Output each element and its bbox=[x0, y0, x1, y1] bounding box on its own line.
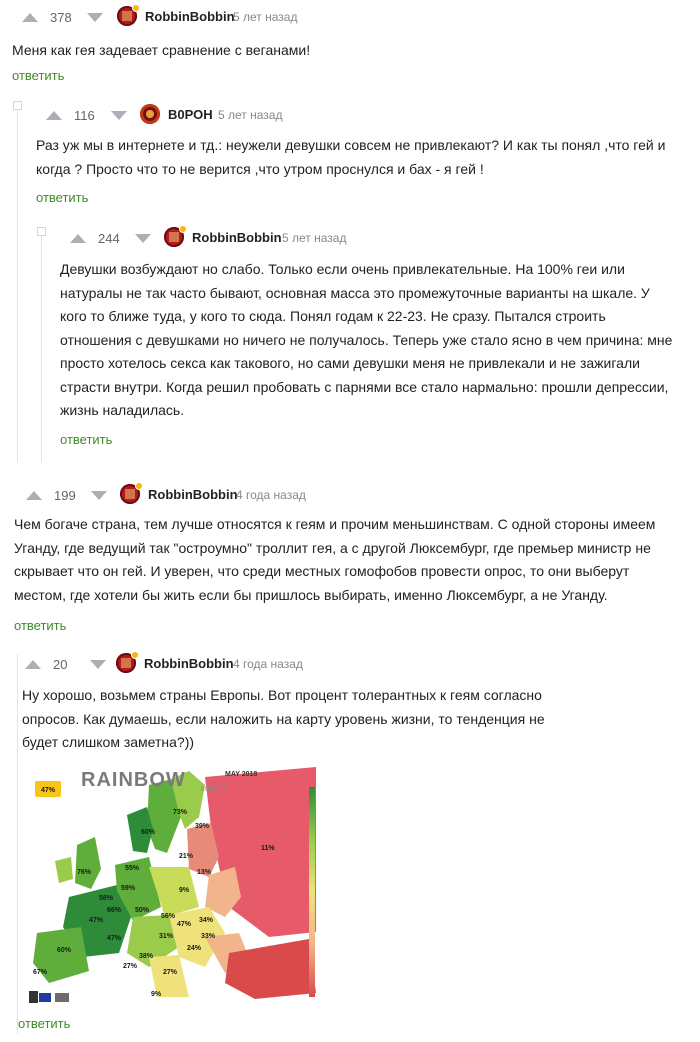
rating-count: 116 bbox=[74, 107, 95, 123]
downvote-button[interactable] bbox=[80, 4, 110, 30]
arrow-down-icon bbox=[111, 111, 127, 120]
map-percent-label: 21% bbox=[179, 853, 194, 860]
upvote-button[interactable] bbox=[13, 651, 53, 677]
comment bbox=[0, 225, 700, 447]
reply-link[interactable]: ответить bbox=[14, 618, 67, 633]
map-percent-label: 39% bbox=[195, 823, 210, 830]
map-percent-label: 11% bbox=[261, 845, 275, 852]
avatar[interactable] bbox=[116, 653, 136, 673]
comment-header bbox=[0, 651, 700, 681]
comment-header bbox=[0, 482, 700, 512]
reply-link[interactable]: ответить bbox=[12, 68, 65, 83]
comment-text: Чем богаче страна, тем лучше относятся к геям и прочим меньшинствам. С одной стороны имеем Уганду, где ведущий так "остроумно" троллит гея, а с другой Люксембург, где премьер министр не скрывает что он гей. И уверен, что среди местных гомофобов провести опрос, то они выберут местом, где хотели бы жить если бы пришлось выбирать, именно Люксембург, а не Уганду. bbox=[14, 516, 656, 603]
map-percent-label: 58% bbox=[99, 895, 114, 902]
rating-count: 199 bbox=[54, 487, 76, 503]
upvote-button[interactable] bbox=[10, 4, 50, 30]
thread-line[interactable] bbox=[41, 232, 42, 462]
map-percent-label: 27% bbox=[163, 969, 178, 976]
map-brand-title: RAINBOW bbox=[81, 769, 186, 791]
upvote-button[interactable] bbox=[34, 102, 74, 128]
vote-block bbox=[13, 651, 113, 677]
map-percent-label: 67% bbox=[33, 969, 48, 976]
comment bbox=[0, 4, 700, 83]
map-percent-label: 47% bbox=[89, 917, 104, 924]
arrow-up-icon bbox=[46, 111, 62, 120]
arrow-up-icon bbox=[25, 660, 41, 669]
arrow-down-icon bbox=[135, 234, 151, 243]
map-percent-label: 31% bbox=[159, 933, 174, 940]
upvote-button[interactable] bbox=[14, 482, 54, 508]
comment-header bbox=[0, 102, 700, 132]
map-date: MAY 2018 bbox=[225, 771, 258, 778]
map-percent-label: 60% bbox=[57, 947, 72, 954]
map-percent-label: 66% bbox=[107, 907, 122, 914]
map-percent-label: 27% bbox=[123, 963, 138, 970]
author-name[interactable]: RobbinBobbin bbox=[145, 9, 235, 24]
author-name[interactable]: В0РОН bbox=[168, 107, 213, 122]
map-percent-label: 24% bbox=[187, 945, 202, 952]
timestamp[interactable]: 4 года назад bbox=[233, 657, 303, 671]
arrow-down-icon bbox=[87, 13, 103, 22]
arrow-up-icon bbox=[70, 234, 86, 243]
downvote-button[interactable] bbox=[83, 651, 113, 677]
author-name[interactable]: RobbinBobbin bbox=[148, 487, 238, 502]
vote-block bbox=[58, 225, 158, 251]
map-percent-label: 47% bbox=[41, 787, 56, 794]
map-percent-label: 38% bbox=[139, 953, 154, 960]
author-name[interactable]: RobbinBobbin bbox=[192, 230, 282, 245]
map-legend-bar bbox=[309, 787, 315, 997]
timestamp[interactable]: 5 лет назад bbox=[218, 108, 283, 122]
map-percent-label: 56% bbox=[161, 913, 176, 920]
map-percent-label: 50% bbox=[135, 907, 150, 914]
comment-header bbox=[0, 4, 700, 34]
map-percent-label: 60% bbox=[141, 829, 156, 836]
reply-link[interactable]: ответить bbox=[36, 190, 89, 205]
thread-line[interactable] bbox=[17, 106, 18, 462]
qr-code-icon bbox=[29, 991, 38, 1003]
downvote-button[interactable] bbox=[104, 102, 134, 128]
timestamp[interactable]: 5 лет назад bbox=[233, 10, 298, 24]
comment-text: Меня как гея задевает сравнение с веганами! bbox=[12, 42, 311, 58]
map-percent-label: 55% bbox=[125, 865, 140, 872]
map-percent-label: 76% bbox=[77, 869, 92, 876]
map-percent-label: 9% bbox=[179, 887, 190, 894]
map-percent-label: 34% bbox=[199, 917, 214, 924]
rating-count: 378 bbox=[50, 9, 72, 25]
avatar[interactable] bbox=[120, 484, 140, 504]
map-percent-label: 9% bbox=[151, 991, 162, 998]
vote-block bbox=[10, 4, 110, 30]
map-percent-label: 13% bbox=[197, 869, 212, 876]
map-percent-label: 59% bbox=[121, 885, 136, 892]
map-brand-sub: EUROPE bbox=[201, 787, 227, 793]
map-brand bbox=[81, 769, 186, 792]
timestamp[interactable]: 5 лет назад bbox=[282, 231, 347, 245]
thread-line[interactable] bbox=[17, 654, 18, 1034]
comment-text: Девушки возбуждают но слабо. Только если очень привлекательные. На 100% геи или натуралы не так часто бывают, основная масса это промежуточные варианты на шкале. У кого то ближе туда, у кого то сюда. Понял годам к 22-23. Не сразу. Пытался строить отношения с девушками но ничего не получалось. Теперь уже стало ясно в чем причина: мне просто хотелось секса как такового, но сами девушки меня не привлекали и не зажигали страсти внутри. Когда решил пробовать с парнями все стало нармально: прошли депрессии, жизнь наладилась. bbox=[60, 261, 673, 418]
vote-block bbox=[34, 102, 134, 128]
downvote-button[interactable] bbox=[128, 225, 158, 251]
arrow-down-icon bbox=[91, 491, 107, 500]
upvote-button[interactable] bbox=[58, 225, 98, 251]
avatar[interactable] bbox=[140, 104, 160, 124]
comment-text: Раз уж мы в интернете и тд.: неужели девушки совсем не привлекают? И как ты понял ,что гей и когда ? Просто что то не верится ,что утром проснулся и бах - я гей ! bbox=[36, 137, 666, 177]
rating-count: 20 bbox=[53, 656, 68, 672]
map-percent-label: 47% bbox=[107, 935, 122, 942]
eu-flag-icon bbox=[39, 993, 51, 1002]
downvote-button[interactable] bbox=[84, 482, 114, 508]
comment-header bbox=[0, 225, 700, 255]
map-percent-label: 73% bbox=[173, 809, 188, 816]
map-percent-label: 33% bbox=[201, 933, 216, 940]
timestamp[interactable]: 4 года назад bbox=[236, 488, 306, 502]
vote-block bbox=[14, 482, 114, 508]
partner-logo-icon bbox=[55, 993, 69, 1002]
avatar[interactable] bbox=[117, 6, 137, 26]
reply-link[interactable]: ответить bbox=[18, 1016, 71, 1031]
rating-count: 244 bbox=[98, 230, 120, 246]
comment bbox=[0, 102, 700, 205]
attached-image[interactable] bbox=[29, 757, 316, 1007]
comment-text: Ну хорошо, возьмем страны Европы. Вот процент толерантных к геям согласно опросов. Как думаешь, если наложить на карту уровень жизни, то тенденция не будет слишком заметна?)) bbox=[22, 687, 545, 750]
reply-link[interactable]: ответить bbox=[60, 432, 113, 447]
arrow-up-icon bbox=[26, 491, 42, 500]
arrow-up-icon bbox=[22, 13, 38, 22]
map-percent-label: 47% bbox=[177, 921, 192, 928]
avatar[interactable] bbox=[164, 227, 184, 247]
comment bbox=[0, 482, 700, 633]
author-name[interactable]: RobbinBobbin bbox=[144, 656, 234, 671]
map-legend bbox=[29, 757, 30, 758]
arrow-down-icon bbox=[90, 660, 106, 669]
